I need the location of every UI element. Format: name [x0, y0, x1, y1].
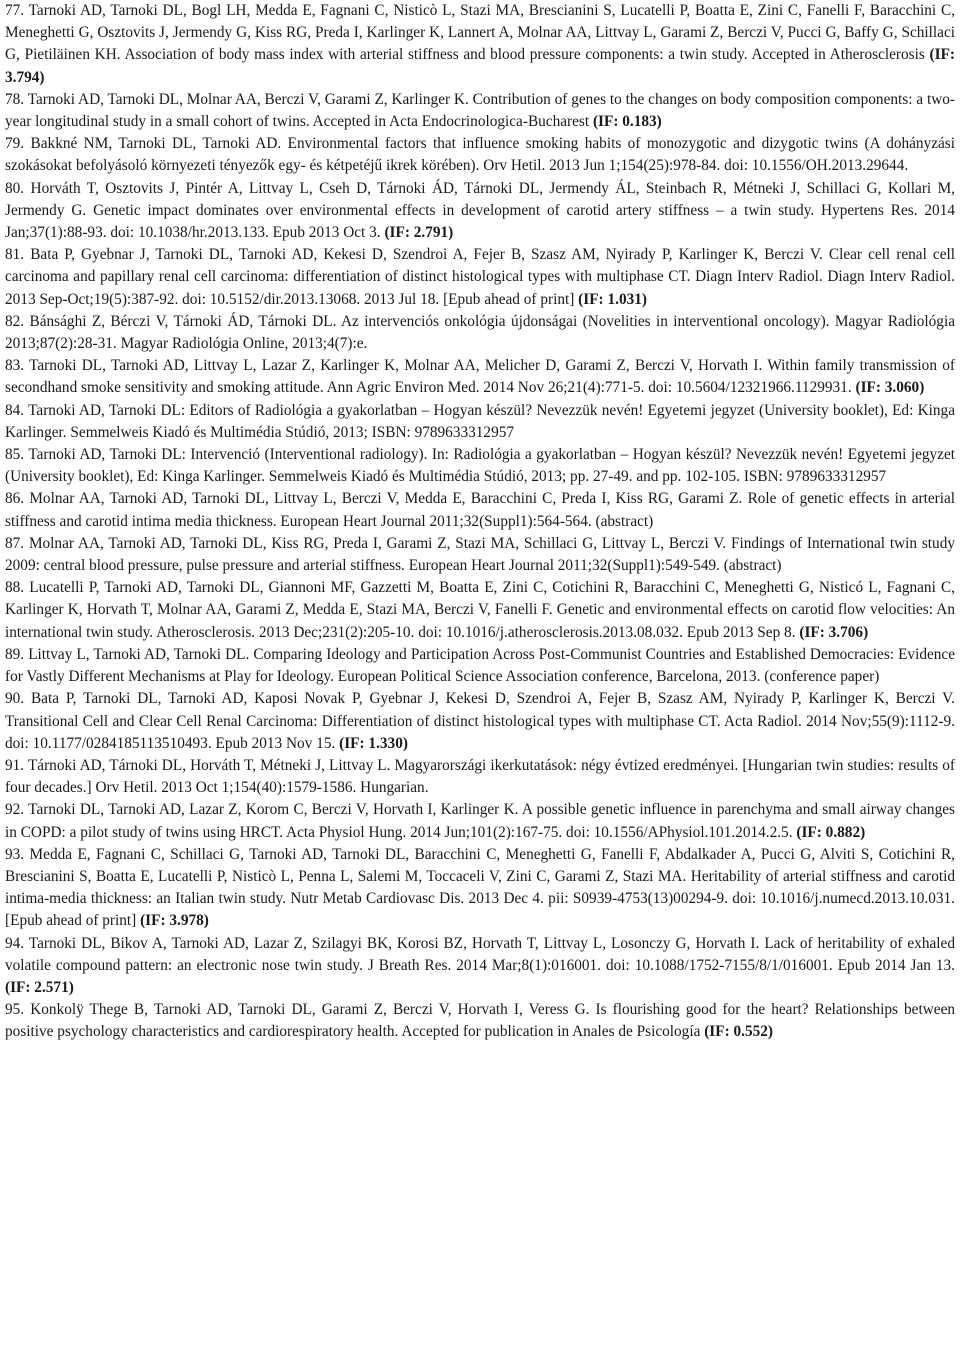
reference-item-92	[5, 799, 955, 843]
impact-factor: (IF: 0.882)	[796, 823, 866, 841]
impact-factor: (IF: 1.031)	[578, 290, 647, 308]
impact-factor: (IF: 2.571)	[5, 978, 74, 996]
reference-text: Tarnoki DL, Bikov A, Tarnoki AD, Lazar Z, Szilagyi BK, Korosi BZ, Horvath T, Littvay L, Losonczy G, Horvath I. Lack of heritability of exhaled volatile compound pattern: an electronic nose twin study. J Breath Res. 2014 Mar;8(1):016001. doi: 10.1088/1752-7155/8/1/016001. Epub 2014 Jan 13.	[5, 934, 955, 974]
reference-item-82	[5, 311, 955, 355]
reference-item-79	[5, 133, 955, 177]
impact-factor: (IF: 1.330)	[339, 734, 408, 752]
reference-item-90	[5, 688, 955, 755]
reference-number: 84.	[5, 401, 25, 419]
reference-text: Littvay L, Tarnoki AD, Tarnoki DL. Comparing Ideology and Participation Across Post-Communist Countries and Established Democracies: Evidence for Vastly Different Mechanisms at Play for Ideology. European Political Science Association conference, Barcelona, 2013. (conference paper)	[5, 645, 955, 686]
reference-text: Medda E, Fagnani C, Schillaci G, Tarnoki AD, Tarnoki DL, Baracchini C, Meneghetti G, Fanelli F, Abdalkader A, Pucci G, Alviti S, Cotichini R, Brescianini S, Boatta E, Lucatelli P, Nisticò L, Penna L, Salemi M, Toccaceli V, Zini C, Garami Z, Stazi MA. Heritability of arterial stiffness and carotid intima-media thickness: an Italian twin study. Nutr Metab Cardiovasc Dis. 2013 Dec 4. pii: S0939-4753(13)00294-9. doi: 10.1016/j.numecd.2013.10.031. [Epub ahead of print]	[5, 845, 955, 930]
reference-text: Tarnoki AD, Tarnoki DL: Editors of Radiológia a gyakorlatban – Hogyan készül? Nevezzük nevén! Egyetemi jegyzet (University booklet), Ed: Kinga Karlinger. Semmelweis Kiadó és Multimédia Stúdió, 2013; ISBN: 9789633312957	[5, 401, 955, 441]
reference-text: Tarnoki AD, Tarnoki DL, Bogl LH, Medda E, Fagnani C, Nisticò L, Stazi MA, Brescianini S, Lucatelli P, Boatta E, Zini C, Fanelli F, Baracchini C, Meneghetti G, Osztovits J, Jermendy G, Kiss RG, Preda I, Karlinger K, Lannert A, Molnar AA, Littvay L, Garami Z, Berczi V, Pucci G, Baffy G, Schillaci G, Pietiläinen KH. Association of body mass index with arterial stiffness and blood pressure components: a twin study. Accepted in Atherosclerosis	[5, 2, 955, 64]
reference-item-89	[5, 644, 955, 688]
reference-item-86	[5, 488, 955, 532]
reference-item-77	[5, 0, 955, 89]
reference-text: Lucatelli P, Tarnoki AD, Tarnoki DL, Giannoni MF, Gazzetti M, Boatta E, Zini C, Cotichini R, Baracchini C, Meneghetti G, Nisticó L, Fagnani C, Karlinger K, Horvath T, Molnar AA, Garami Z, Medda E, Stazi MA, Berczi V, Fanelli F. Genetic and environmental effects on carotid flow velocities: An international twin study. Atherosclerosis. 2013 Dec;231(2):205-10. doi: 10.1016/j.atherosclerosis.2013.08.032. Epub 2013 Sep 8.	[5, 579, 955, 641]
impact-factor: (IF: 3.706)	[799, 623, 869, 641]
reference-text: Tarnoki AD, Tarnoki DL, Molnar AA, Berczi V, Garami Z, Karlinger K. Contribution of genes to the changes on body composition components: a two-year longitudinal study in a small cohort of twins. Accepted in Acta Endocrinologica-Bucharest	[5, 90, 955, 131]
reference-number: 94.	[5, 934, 25, 952]
reference-text: Bakkné NM, Tarnoki DL, Tarnoki AD. Environmental factors that influence smoking habits of monozygotic and dizygotic twins (A dohányzási szokásokat befolyásoló környezeti tényezők egy- és kétpetéjű ikrek körében). Orv Hetil. 2013 Jun 1;154(25):978-84. doi: 10.1556/OH.2013.29644.	[5, 135, 956, 175]
reference-text: Molnar AA, Tarnoki AD, Tarnoki DL, Littvay L, Berczi V, Medda E, Baracchini C, Preda I, Kiss RG, Garami Z. Role of genetic effects in arterial stiffness and carotid intima media thickness. European Heart Journal 2011;32(Suppl1):564-564. (abstract)	[5, 490, 956, 530]
reference-text: Tarnoki DL, Tarnoki AD, Littvay L, Lazar Z, Karlinger K, Molnar AA, Melicher D, Garami Z, Berczi V, Horvath I. Within family transmission of secondhand smoke sensitivity and smoking attitude. Ann Agric Environ Med. 2014 Nov 26;21(4):771-5. doi: 10.5604/12321966.1129931.	[5, 357, 955, 397]
reference-number: 95.	[5, 1001, 25, 1019]
reference-item-87	[5, 533, 955, 577]
impact-factor: (IF: 3.978)	[140, 912, 209, 930]
impact-factor: (IF: 2.791)	[384, 224, 454, 242]
reference-item-85	[5, 444, 955, 488]
reference-number: 83.	[5, 357, 25, 375]
reference-item-95	[5, 999, 955, 1043]
reference-number: 88.	[5, 579, 25, 597]
reference-item-80	[5, 178, 955, 245]
impact-factor: (IF: 0.552)	[704, 1023, 774, 1041]
reference-text: Molnar AA, Tarnoki AD, Tarnoki DL, Kiss RG, Preda I, Garami Z, Stazi MA, Schillaci G, Littvay L, Berczi V. Findings of International twin study 2009: central blood pressure, pulse pressure and arterial stiffness. European Heart Journal 2011;32(Suppl1):549-549. (abstract)	[5, 534, 955, 575]
reference-number: 86.	[5, 490, 25, 508]
reference-text: Bata P, Gyebnar J, Tarnoki DL, Tarnoki AD, Kekesi D, Szendroi A, Fejer B, Szasz AM, Nyirady P, Karlinger K, Berczi V. Clear cell renal cell carcinoma and papillary renal cell carcinoma: differentiation of distinct histological types with multiphase CT. Diagn Interv Radiol. Diagn Interv Radiol. 2013 Sep-Oct;19(5):387-92. doi: 10.5152/dir.2013.13068. 2013 Jul 18. [Epub ahead of print]	[5, 246, 955, 308]
reference-text: Tarnoki DL, Tarnoki AD, Lazar Z, Korom C, Berczi V, Horvath I, Karlinger K. A possible genetic influence in parenchyma and small airway changes in COPD: a pilot study of twins using HRCT. Acta Physiol Hung. 2014 Jun;101(2):167-75. doi: 10.1556/APhysiol.101.2014.2.5.	[5, 801, 955, 841]
reference-number: 92.	[5, 801, 25, 819]
reference-item-88	[5, 577, 955, 644]
reference-number: 82.	[5, 312, 25, 330]
reference-number: 77.	[5, 2, 25, 19]
reference-text: Bánsághi Z, Bérczi V, Tárnoki ÁD, Tárnoki DL. Az intervenciós onkológia újdonságai (Novelities in interventional oncology). Magyar Radiológia 2013;87(2):28-31. Magyar Radiológia Online, 2013;4(7):e.	[5, 312, 955, 353]
reference-item-94	[5, 933, 955, 1000]
impact-factor: (IF: 0.183)	[592, 113, 662, 131]
reference-item-83	[5, 355, 955, 399]
reference-number: 93.	[5, 845, 25, 863]
reference-item-81	[5, 244, 955, 311]
reference-number: 79.	[5, 135, 25, 153]
reference-number: 85.	[5, 446, 25, 464]
reference-number: 89.	[5, 645, 25, 663]
reference-number: 80.	[5, 179, 25, 197]
impact-factor: (IF: 3.794)	[5, 46, 956, 86]
reference-number: 81.	[5, 246, 25, 264]
reference-number: 91.	[5, 756, 25, 774]
reference-text: Tarnoki AD, Tarnoki DL: Intervenció (Interventional radiology). In: Radiológia a gyakorlatban – Hogyan készül? Nevezzük nevén! Egyetemi jegyzet (University booklet), Ed: Kinga Karlinger. Semmelweis Kiadó és Multimédia Stúdió, 2013; pp. 27-49. and pp. 102-105. ISBN: 9789633312957	[5, 446, 955, 486]
reference-number: 87.	[5, 534, 25, 552]
reference-item-78	[5, 89, 955, 133]
reference-item-91	[5, 755, 955, 799]
impact-factor: (IF: 3.060)	[855, 379, 925, 397]
reference-item-93	[5, 844, 955, 933]
reference-text: Horváth T, Osztovits J, Pintér A, Littvay L, Cseh D, Tárnoki ÁD, Tárnoki DL, Jermendy ÁL, Steinbach R, Métneki J, Schillaci G, Kollari M, Jermendy G. Genetic impact dominates over environmental effects in development of carotid artery stiffness – a twin study. Hypertens Res. 2014 Jan;37(1):88-93. doi: 10.1038/hr.2013.133. Epub 2013 Oct 3.	[5, 179, 955, 242]
reference-text: Bata P, Tarnoki DL, Tarnoki AD, Kaposi Novak P, Gyebnar J, Kekesi D, Szendroi A, Fejer B, Szasz AM, Nyirady P, Karlinger K, Berczi V. Transitional Cell and Clear Cell Renal Carcinoma: Differentiation of distinct histological types with multiphase CT. Acta Radiol. 2014 Nov;55(9):1112-9. doi: 10.1177/0284185113510493. Epub 2013 Nov 15.	[5, 690, 956, 752]
reference-item-84	[5, 400, 955, 444]
reference-number: 90.	[5, 690, 25, 708]
reference-text: Konkolÿ Thege B, Tarnoki AD, Tarnoki DL, Garami Z, Berczi V, Horvath I, Veress G. Is flourishing good for the heart? Relationships between positive psychology characteristics and cardiorespiratory health. Accepted for publication in Anales de Psicología	[5, 1001, 956, 1041]
reference-text: Tárnoki AD, Tárnoki DL, Horváth T, Métneki J, Littvay L. Magyarországi ikerkutatások: négy évtized eredményei. [Hungarian twin studies: results of four decades.] Orv Hetil. 2013 Oct 1;154(40):1579-1586. Hungarian.	[5, 756, 955, 797]
reference-number: 78.	[5, 90, 25, 108]
